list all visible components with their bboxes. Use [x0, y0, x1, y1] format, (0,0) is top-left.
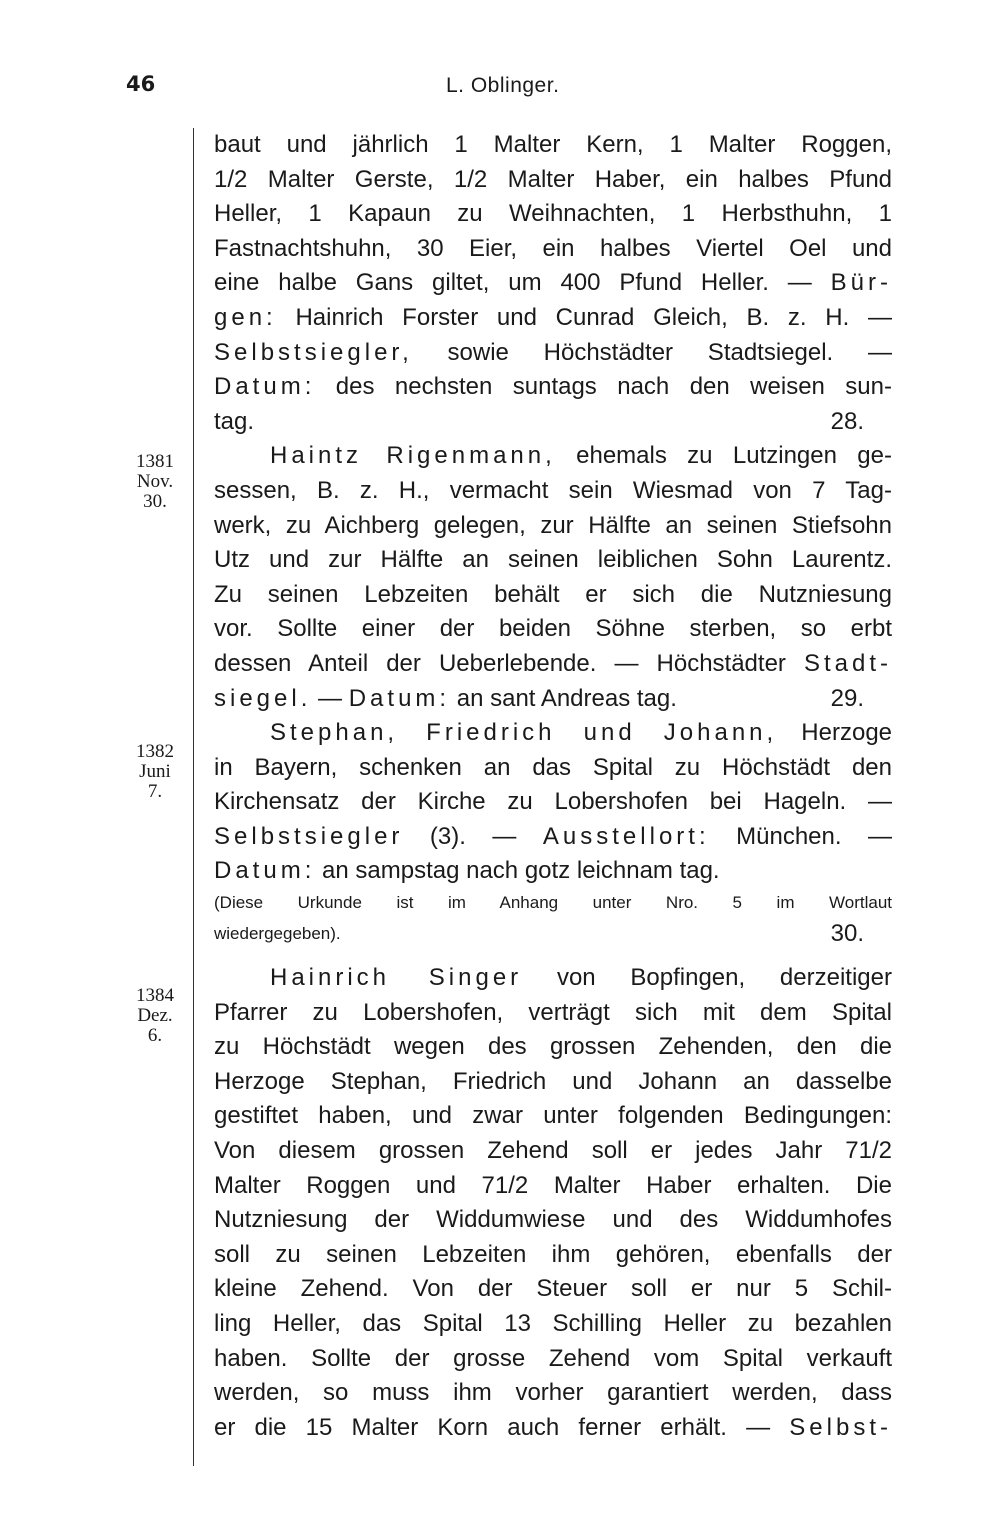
text-fragment: München. —	[736, 822, 893, 850]
entry-30	[214, 716, 892, 951]
entry-number: 30.	[830, 920, 864, 948]
marginal-month: Dez.	[137, 1005, 173, 1026]
text-line	[214, 370, 892, 405]
spaced-word: Selbst-	[789, 1413, 892, 1441]
text-line: zu Höchstädt wegen des grossen Zehenden, den die	[214, 1033, 892, 1061]
running-head: L. Oblinger.	[446, 74, 560, 97]
entry-31	[214, 961, 892, 1445]
text-fragment: —	[318, 684, 343, 712]
text-line: baut und jährlich 1 Malter Kern, 1 Malter Roggen,	[214, 131, 892, 158]
text-fragment: er die 15 Malter Korn auch ferner erhält. —	[214, 1413, 771, 1441]
text-line: Nutzniesung der Widdumwiese und des Widdumhofes	[214, 1206, 892, 1234]
text-fragment: Malter Haber erhalten. Die	[553, 1171, 892, 1199]
marginal-year: 1381	[136, 451, 174, 472]
spaced-word: Datum:	[214, 373, 316, 401]
text-fragment: Malter Roggen und	[214, 1171, 456, 1199]
marginal-day: 7.	[147, 781, 163, 802]
text-fragment: Herzoge	[801, 719, 893, 747]
text-line	[214, 647, 892, 682]
text-fragment: sowie Höchstädter Stadtsiegel. —	[447, 338, 892, 366]
spaced-word: Datum:	[214, 857, 316, 885]
text-line: ling Heller, das Spital 13 Schilling Heller zu bezahlen	[214, 1310, 892, 1337]
text-line: gestiftet haben, und zwar unter folgenden Bedingungen:	[214, 1102, 892, 1130]
entry-number: 29.	[830, 684, 864, 712]
entry-number: 28.	[830, 407, 864, 435]
text-fragment: 1/2 Malter Haber, ein halbes Pfund	[453, 165, 893, 193]
spaced-name: Hainrich Singer	[270, 964, 523, 992]
editorial-note-line: (Diese Urkunde ist im Anhang unter Nro. 5 im Wortlaut	[214, 893, 892, 913]
text-line	[214, 1169, 892, 1204]
text-line: werk, zu Aichberg gelegen, zur Hälfte an seinen Stiefsohn	[214, 511, 892, 539]
text-fragment: dessen Anteil der Ueberlebende. — Höchstädter	[214, 649, 786, 677]
marginal-date-1382	[120, 742, 190, 802]
text-line	[214, 820, 892, 855]
marginal-day: 6.	[147, 1025, 163, 1046]
fraction: 71/2	[481, 1171, 529, 1199]
text-line	[214, 301, 892, 336]
entry-29	[214, 439, 892, 716]
text-line: Utz und zur Hälfte an seinen leiblichen Sohn Laurentz.	[214, 546, 892, 574]
text-line	[214, 961, 892, 996]
body-text	[214, 128, 892, 1445]
text-line: werden, so muss ihm vorher garantiert werden, dass	[214, 1379, 892, 1407]
marginal-date-1381	[120, 452, 190, 512]
fraction: 71/2	[845, 1137, 892, 1165]
spaced-word: Stadt-	[803, 649, 893, 677]
text-line	[214, 1411, 892, 1446]
spaced-word: Selbstsiegler,	[214, 338, 413, 366]
editorial-note-line	[214, 916, 892, 951]
text-line: sessen, B. z. H., vermacht sein Wiesmad von 7 Tag-	[214, 476, 892, 504]
margin-rule	[193, 128, 194, 1466]
spaced-word: Datum:	[348, 684, 451, 712]
text-line: haben. Sollte der grosse Zehend vom Spital verkauft	[214, 1344, 892, 1372]
marginal-year: 1384	[136, 985, 174, 1006]
text-line: soll zu seinen Lebzeiten ihm gehören, ebenfalls der	[214, 1240, 892, 1268]
text-line	[214, 1134, 892, 1169]
text-fragment: an sampstag nach gotz leichnam tag.	[322, 857, 720, 885]
marginal-month: Juni	[139, 761, 171, 782]
text-fragment: des nechsten suntags nach den weisen sun-	[335, 373, 892, 401]
text-line	[214, 854, 892, 889]
spaced-word: Ausstellort:	[542, 822, 710, 850]
text-fragment: von Bopfingen, derzeitiger	[556, 964, 892, 992]
text-line: in Bayern, schenken an das Spital zu Höchstädt den	[214, 753, 892, 781]
page-header	[0, 72, 1000, 106]
text-fragment: wiedergegeben).	[214, 924, 341, 944]
spaced-name: Haintz Rigenmann,	[270, 442, 556, 470]
text-fragment: eine halbe Gans giltet, um 400 Pfund Heller. —	[214, 269, 812, 297]
text-fragment: 1/2 Malter Gerste,	[214, 165, 434, 193]
spaced-word: gen:	[214, 303, 277, 331]
text-line: Herzoge Stephan, Friedrich und Johann an dasselbe	[214, 1067, 892, 1095]
page-number: 46	[126, 72, 156, 96]
spaced-word: Selbstsiegler	[214, 822, 404, 850]
text-line: Pfarrer zu Lobershofen, verträgt sich mit dem Spital	[214, 998, 892, 1026]
text-line	[214, 163, 892, 198]
text-line	[214, 266, 892, 301]
text-line: Zu seinen Lebzeiten behält er sich die Nutzniesung	[214, 580, 892, 608]
text-line: kleine Zehend. Von der Steuer soll er nur 5 Schil-	[214, 1275, 892, 1303]
spaced-word: siegel.	[214, 684, 312, 712]
marginal-year: 1382	[136, 741, 174, 762]
text-line	[214, 336, 892, 371]
text-fragment: Hainrich Forster und Cunrad Gleich, B. z. H. —	[295, 303, 892, 331]
text-line: Fastnachtshuhn, 30 Eier, ein halbes Viertel Oel und	[214, 234, 892, 262]
text-line	[214, 439, 892, 474]
text-line	[214, 405, 892, 440]
entry-28	[214, 128, 892, 439]
text-fragment: ehemals zu Lutzingen ge-	[576, 442, 892, 470]
text-line: Kirchensatz der Kirche zu Lobershofen bei Hageln. —	[214, 788, 892, 816]
text-fragment: Von diesem grossen Zehend soll er jedes Jahr	[214, 1137, 823, 1165]
text-line	[214, 682, 892, 717]
marginal-day: 30.	[143, 491, 167, 512]
text-fragment: tag.	[214, 407, 255, 435]
text-line: Heller, 1 Kapaun zu Weihnachten, 1 Herbsthuhn, 1	[214, 200, 892, 228]
marginal-month: Nov.	[136, 471, 174, 492]
spaced-name: Stephan, Friedrich und Johann,	[270, 719, 778, 747]
text-fragment: (3). —	[429, 822, 517, 850]
marginal-date-1384	[120, 986, 190, 1046]
text-line	[214, 716, 892, 751]
text-line: vor. Sollte einer der beiden Söhne sterben, so erbt	[214, 615, 892, 643]
spaced-word: Bür-	[830, 269, 892, 297]
text-fragment: an sant Andreas tag.	[456, 684, 677, 712]
